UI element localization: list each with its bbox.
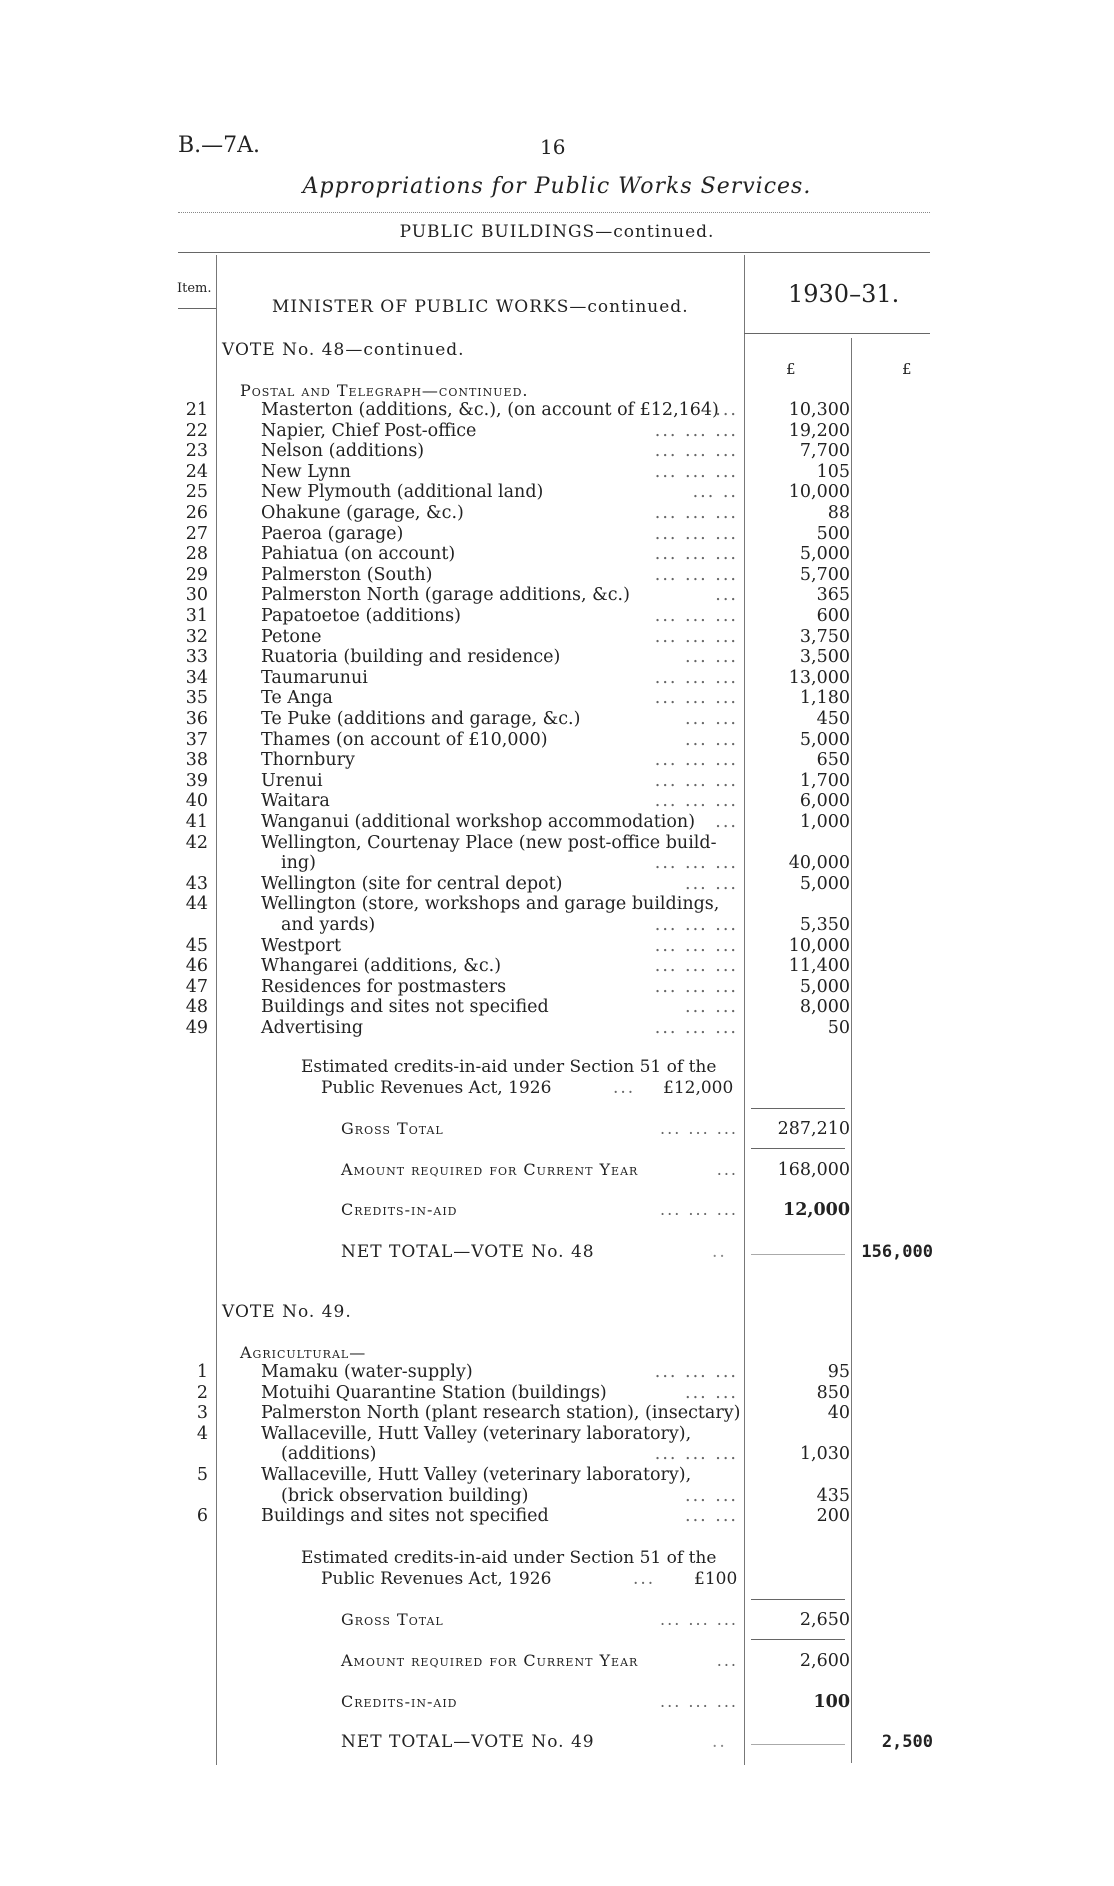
item-number: 27 [185,523,208,544]
item-number: 31 [185,606,208,626]
item-number: 36 [185,709,208,729]
item-number: 21 [185,400,208,420]
item-number: 38 [185,750,208,771]
page-number: 16 [540,135,566,159]
item-amount: 10,300 [788,400,850,420]
amount-required-value: 2,600 [799,1651,850,1671]
table-row [170,647,850,668]
amount-required-row [341,1651,850,1670]
item-description: (brick observation building) [281,1485,529,1506]
item-number: 42 [185,832,208,853]
item-description: Nelson (additions) [261,441,425,462]
item-number: 26 [185,503,208,523]
item-amount: 19,200 [788,420,850,441]
item-number: 25 [185,482,208,503]
table-row [170,627,850,648]
credits-in-aid-label: Credits-in-aid [341,1692,458,1711]
item-amount: 650 [816,750,850,771]
table-row [170,524,850,545]
item-description: Residences for postmasters [261,976,507,997]
item-description: Waitara [261,791,330,812]
leader-dots: ... ... ... [654,791,738,812]
leader-dots: ... [716,1160,738,1179]
item-description: Pahiatua (on account) [261,544,456,565]
net-total-amount: 156,000 [861,1242,933,1262]
item-amount: 40,000 [788,853,850,874]
item-number: 30 [185,585,208,606]
item-number: 6 [196,1506,208,1527]
leader-dots: ... ... ... [654,626,738,647]
leader-dots: ... ... ... [654,461,738,482]
gross-total-row [341,1610,850,1629]
item-number: 33 [185,647,208,668]
leader-dots: ... ... ... [654,503,738,523]
item-description: Napier, Chief Post-office [261,420,477,441]
leader-dots: ... ... [685,997,738,1018]
gross-total-label: Gross Total [341,1119,444,1138]
pound-column-label: £ [902,360,912,378]
table-row [170,791,850,812]
leader-dots: ... ... ... [654,935,738,956]
leader-dots: ... ... ... [660,1610,738,1629]
item-header-rule [178,308,216,309]
item-number: 43 [185,873,208,894]
table-row [170,915,850,936]
item-description: Wellington (site for central depot) [261,873,563,894]
credits-note-amount: £12,000 [663,1078,734,1098]
leader-dots: ... ... ... [654,667,738,688]
table-row [170,688,850,709]
vote-49-category: Agricultural— [240,1343,367,1362]
item-amount: 365 [816,585,850,606]
item-description: Urenui [261,770,323,791]
dash-rule [751,1744,845,1745]
table-row [170,668,850,689]
leader-dots: .. [712,1242,727,1262]
item-number: 23 [185,441,208,462]
item-amount: 450 [816,709,850,729]
table-row [170,441,850,462]
item-amount: 105 [816,461,850,482]
item-description: Palmerston North (garage additions, &c.) [261,585,630,606]
item-amount: 5,000 [799,729,850,750]
table-row [170,400,850,421]
item-amount: 1,700 [799,770,850,791]
leader-dots: ... [715,812,738,832]
item-amount: 1,030 [799,1444,850,1465]
table-row [170,709,850,730]
item-description: Motuihi Quarantine Station (buildings) [261,1382,607,1403]
leader-dots: ... .. [692,482,738,503]
leader-dots: ... ... ... [654,564,738,585]
leader-dots: ... ... [685,1506,738,1527]
item-description: Palmerston North (plant research station), (insectary) [261,1403,741,1424]
document-reference: B.—7A. [178,133,261,158]
title-rule [178,212,930,213]
leader-dots: ... ... ... [654,544,738,565]
table-row [170,482,850,503]
leader-dots: ... ... ... [654,441,738,462]
item-number: 48 [185,997,208,1018]
item-number: 5 [196,1465,208,1485]
net-total-amount: 2,500 [881,1732,933,1752]
item-description: Westport [261,935,342,956]
item-description: Ohakune (garage, &c.) [261,503,464,523]
sum-rule [751,1148,845,1149]
table-row [170,1424,850,1445]
credits-in-aid-row [341,1200,850,1219]
leader-dots: ... ... ... [660,1692,738,1711]
credits-note-line-1: Estimated credits-in-aid under Section 51 of the [301,1057,717,1077]
section-subtitle: PUBLIC BUILDINGS—continued. [399,222,715,242]
leader-dots: ... [716,1651,738,1670]
amount-required-label: Amount required for Current Year [341,1160,639,1179]
leader-dots: ... ... ... [660,1119,738,1138]
item-amount: 435 [816,1485,850,1506]
item-number: 35 [185,688,208,709]
table-row [170,1506,850,1527]
item-amount: 13,000 [788,667,850,688]
table-row [170,1018,850,1039]
vote-49-heading: VOTE No. 49. [222,1302,352,1322]
item-number: 1 [196,1362,208,1382]
table-row [170,853,850,874]
item-number: 2 [196,1382,208,1403]
minister-heading: MINISTER OF PUBLIC WORKS—continued. [272,297,689,317]
credits-note-line-2: Public Revenues Act, 1926 [321,1569,552,1589]
item-description: Buildings and sites not specified [261,1506,549,1527]
item-description: Te Anga [261,688,333,709]
leader-dots: ... ... ... [654,853,738,874]
item-description: Taumarunui [261,667,368,688]
table-row [170,833,850,854]
item-amount: 1,000 [799,812,850,832]
item-amount: 3,750 [799,626,850,647]
table-row [170,1465,850,1486]
dash-rule [751,1254,845,1255]
table-row [170,565,850,586]
leader-dots: ... ... [685,873,738,894]
table-row [170,1444,850,1465]
table-row [170,421,850,442]
leader-dots: ... ... ... [654,606,738,626]
net-total-row [341,1732,941,1752]
leader-dots: ... [715,585,738,606]
table-row [170,997,850,1018]
sum-rule [751,1639,845,1640]
item-description: Advertising [261,1018,364,1038]
pound-column-label: £ [786,360,796,378]
item-number: 29 [185,564,208,585]
item-number: 47 [185,976,208,997]
table-row [170,544,850,565]
item-number: 49 [185,1018,208,1038]
item-column-header: Item. [177,281,212,296]
credits-in-aid-row [341,1692,850,1711]
item-amount: 3,500 [799,647,850,668]
credits-note-line-2: Public Revenues Act, 1926 [321,1078,552,1098]
item-number: 41 [185,812,208,832]
credits-in-aid-amount: 12,000 [783,1200,850,1220]
item-amount: 11,400 [788,956,850,977]
item-description: Wallaceville, Hutt Valley (veterinary laboratory), [261,1465,692,1485]
item-number: 28 [185,544,208,565]
leader-dots: ... ... ... [660,1200,738,1219]
item-description: Wallaceville, Hutt Valley (veterinary laboratory), [261,1423,692,1444]
credits-note-line-1: Estimated credits-in-aid under Section 51 of the [301,1548,717,1568]
amount-required-value: 168,000 [777,1160,850,1180]
credits-note-leader: ... [613,1078,636,1098]
item-description: Te Puke (additions and garage, &c.) [261,709,581,729]
leader-dots: ... ... ... [654,750,738,771]
leader-dots: ... ... [685,729,738,750]
table-row [170,462,850,483]
table-row [170,894,850,915]
vote-48-heading: VOTE No. 48—continued. [222,340,465,360]
item-number: 3 [196,1403,208,1424]
item-description: Masterton (additions, &c.), (on account of £12,164) [261,400,719,420]
leader-dots: ... ... ... [654,1018,738,1038]
leader-dots: ... ... ... [654,1362,738,1382]
item-description: Wellington, Courtenay Place (new post-office build- [261,832,717,853]
item-amount: 5,700 [799,564,850,585]
page-title: Appropriations for Public Works Services. [302,174,812,199]
item-amount: 1,180 [799,688,850,709]
item-description: Ruatoria (building and residence) [261,647,561,668]
leader-dots: .. [712,1732,727,1752]
item-amount: 200 [816,1506,850,1527]
table-row [170,1403,850,1424]
table-row [170,1383,850,1404]
leader-dots: ... ... ... [654,688,738,709]
header-rule [178,252,930,253]
item-description: Papatoetoe (additions) [261,606,461,626]
item-number: 40 [185,791,208,812]
item-description: New Plymouth (additional land) [261,482,544,503]
item-description: Paeroa (garage) [261,523,404,544]
credits-note-amount: £100 [694,1569,738,1589]
leader-dots: ... ... [685,1485,738,1506]
item-number: 46 [185,956,208,977]
table-row [170,936,850,957]
leader-dots: ... ... ... [654,976,738,997]
item-amount: 10,000 [788,482,850,503]
item-amount: 7,700 [799,441,850,462]
leader-dots: ... ... ... [654,956,738,977]
item-description: New Lynn [261,461,351,482]
gross-total-amount: 287,210 [777,1119,850,1139]
leader-dots: ... ... [685,1382,738,1403]
credits-in-aid-amount: 100 [813,1692,850,1712]
item-amount: 8,000 [799,997,850,1018]
amount-column-rule-right [851,338,852,1763]
leader-dots: ... ... ... [654,420,738,441]
amount-required-row [341,1160,850,1179]
item-description: Whangarei (additions, &c.) [261,956,502,977]
item-amount: 850 [816,1382,850,1403]
table-row [170,1362,850,1383]
item-amount: 6,000 [799,791,850,812]
item-amount: 5,000 [799,873,850,894]
table-row [170,956,850,977]
table-row [170,750,850,771]
table-row [170,585,850,606]
amount-required-label: Amount required for Current Year [341,1651,639,1670]
table-row [170,1486,850,1507]
sum-rule [751,1599,845,1600]
item-amount: 5,350 [799,915,850,935]
item-description: ing) [281,853,316,874]
table-row [170,606,850,627]
gross-total-amount: 2,650 [799,1610,850,1630]
item-description: Wellington (store, workshops and garage buildings, [261,894,720,915]
item-description: Palmerston (South) [261,564,433,585]
net-total-row [341,1242,941,1262]
item-number: 45 [185,935,208,956]
gross-total-row [341,1119,850,1138]
sum-rule [751,1108,845,1109]
item-amount: 88 [827,503,850,523]
item-number: 39 [185,770,208,791]
table-row [170,503,850,524]
table-row [170,730,850,751]
table-row [170,771,850,792]
item-number: 32 [185,626,208,647]
credits-in-aid-label: Credits-in-aid [341,1200,458,1219]
item-description: Thornbury [261,750,355,771]
net-total-label: NET TOTAL—VOTE No. 48 [341,1242,595,1262]
item-description: Petone [261,626,322,647]
vote-48-category: Postal and Telegraph—continued. [240,381,529,400]
item-number: 4 [196,1423,208,1444]
item-number: 24 [185,461,208,482]
table-row [170,874,850,895]
leader-dots: ... ... ... [654,915,738,935]
item-description: Buildings and sites not specified [261,997,549,1018]
item-description: (additions) [281,1444,377,1465]
item-amount: 500 [816,523,850,544]
item-amount: 10,000 [788,935,850,956]
item-amount: 50 [827,1018,850,1038]
year-header-rule [744,333,930,334]
item-number: 44 [185,894,208,915]
leader-dots: ... ... [685,647,738,668]
item-number: 34 [185,667,208,688]
item-description: Mamaku (water-supply) [261,1362,473,1382]
leader-dots: ... ... ... [654,1444,738,1465]
item-amount: 95 [827,1362,850,1382]
table-row [170,812,850,833]
year-heading: 1930–31. [788,280,900,308]
item-number: 22 [185,420,208,441]
item-description: Wanganui (additional workshop accommodation) [261,812,696,832]
item-amount: 5,000 [799,976,850,997]
item-amount: 5,000 [799,544,850,565]
leader-dots: ... ... [685,709,738,729]
table-row [170,977,850,998]
item-description: and yards) [281,915,376,935]
credits-note-leader: ... [633,1569,656,1589]
item-number: 37 [185,729,208,750]
leader-dots: ... ... ... [654,523,738,544]
item-description: Thames (on account of £10,000) [261,729,548,750]
gross-total-label: Gross Total [341,1610,444,1629]
leader-dots: ... ... ... [654,770,738,791]
leader-dots: ... [715,400,738,420]
item-amount: 600 [816,606,850,626]
net-total-label: NET TOTAL—VOTE No. 49 [341,1732,595,1752]
item-amount: 40 [827,1403,850,1424]
